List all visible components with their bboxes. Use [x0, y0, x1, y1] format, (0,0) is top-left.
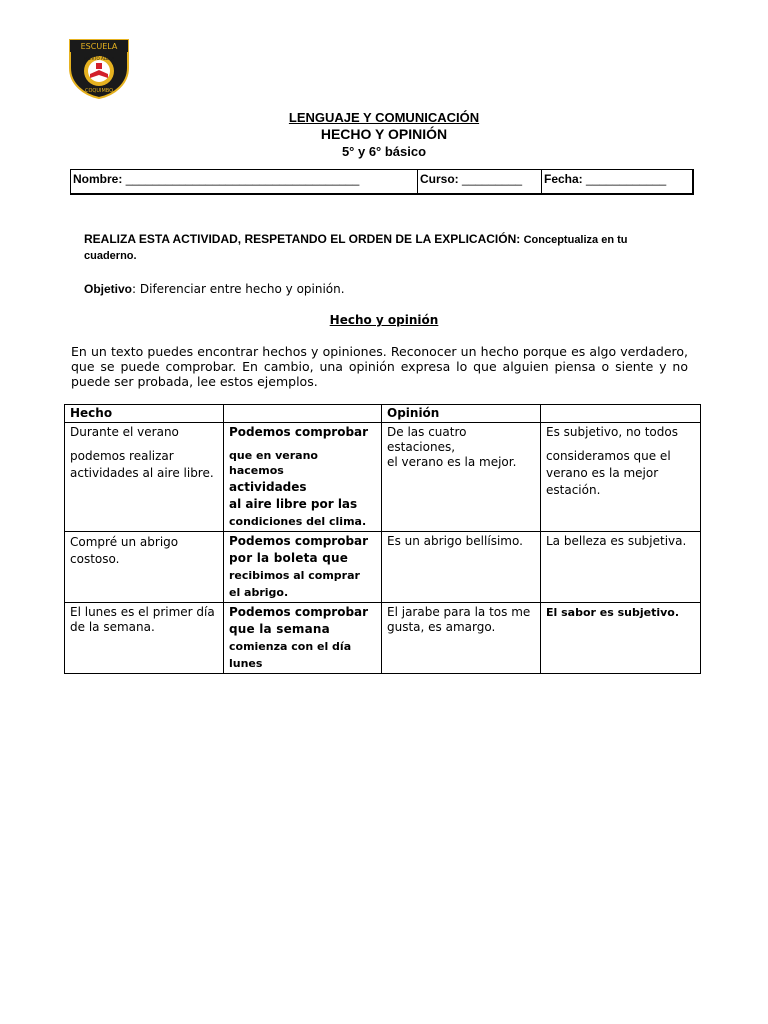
prueba-line: al aire libre por las — [229, 497, 358, 511]
header-blank-1 — [224, 405, 382, 423]
prueba-line: Podemos comprobar — [229, 605, 369, 619]
cell-prueba — [224, 532, 382, 603]
date-field[interactable] — [542, 170, 692, 194]
prueba-line: que la semana — [229, 622, 330, 636]
subject-title: LENGUAJE Y COMUNICACIÓN — [288, 110, 480, 125]
cell-prueba — [224, 603, 382, 674]
prueba-line: actividades — [229, 480, 307, 494]
prueba-line: el abrigo. — [229, 586, 289, 599]
date-line: ____________ — [586, 172, 667, 186]
prueba-line: Podemos comprobar — [229, 425, 369, 439]
section-title: Hecho y opinión — [329, 313, 439, 327]
course-label: Curso: — [420, 172, 459, 186]
prueba-line: por la boleta que — [229, 551, 349, 565]
cell-prueba — [224, 423, 382, 532]
opinion-line: De las cuatro estaciones, — [387, 425, 467, 454]
cell-razon: El sabor es subjetivo. — [541, 603, 701, 674]
topic-title: HECHO Y OPINIÓN — [320, 126, 448, 142]
razon-line: Es subjetivo, no todos — [546, 425, 678, 439]
student-info-box — [70, 169, 694, 195]
razon-line: consideramos que el verano es la mejor estación. — [546, 449, 671, 497]
table-row — [65, 532, 701, 603]
logo-bottom-text: COQUIMBO — [84, 88, 114, 94]
objective-text: : Diferenciar entre hecho y opinión. — [132, 282, 345, 296]
cell-hecho: El lunes es el primer día de la semana. — [65, 603, 224, 674]
header-hecho: Hecho — [65, 405, 224, 423]
logo-arc-text: PUERTO ALDEA — [83, 56, 115, 61]
table-header-row — [65, 405, 701, 423]
cell-hecho — [65, 423, 224, 532]
opinion-line: el verano es la mejor. — [387, 455, 517, 469]
cell-razon — [541, 423, 701, 532]
prueba-line: Podemos comprobar — [229, 534, 369, 548]
objective-label: Objetivo — [84, 282, 133, 296]
course-field[interactable] — [418, 170, 542, 194]
prueba-line: que en verano hacemos — [229, 449, 318, 477]
instructions-main: REALIZA ESTA ACTIVIDAD, RESPETANDO EL ORDEN DE LA EXPLICACIÓN: — [84, 232, 521, 246]
instructions — [84, 232, 644, 264]
logo-top-text: ESCUELA — [80, 42, 118, 51]
course-line: _________ — [462, 172, 523, 186]
header-opinion: Opinión — [382, 405, 541, 423]
prueba-line: condiciones del clima. — [229, 515, 367, 528]
name-line: ___________________________________ — [125, 172, 360, 186]
instructions-extra: Conceptualiza en tu cuaderno. — [84, 234, 628, 262]
fact-opinion-table — [64, 404, 701, 674]
cell-opinion: El jarabe para la tos me gusta, es amargo. — [382, 603, 541, 674]
objective — [84, 282, 345, 296]
cell-razon: La belleza es subjetiva. — [541, 532, 701, 603]
table-row — [65, 603, 701, 674]
school-logo — [68, 38, 130, 100]
date-label: Fecha: — [544, 172, 583, 186]
name-label: Nombre: — [73, 172, 123, 186]
level-title: 5° y 6° básico — [341, 144, 427, 159]
cell-opinion — [382, 423, 541, 532]
header-blank-2 — [541, 405, 701, 423]
prueba-line: comienza con el día — [229, 640, 352, 653]
hecho-line: Durante el verano — [70, 425, 179, 439]
prueba-line: recibimos al comprar — [229, 569, 360, 582]
cell-opinion: Es un abrigo bellísimo. — [382, 532, 541, 603]
prueba-line: lunes — [229, 657, 263, 670]
cell-hecho: Compré un abrigo costoso. — [65, 532, 224, 603]
name-field[interactable] — [71, 170, 418, 194]
table-row — [65, 423, 701, 532]
intro-paragraph: En un texto puedes encontrar hechos y opiniones. Reconocer un hecho porque es algo verdadero, que se puede comprobar. En cambio, una opinión expresa lo que alguien piensa o siente y no puede ser probada, lee estos ejemplos. — [71, 344, 688, 389]
hecho-line: podemos realizar actividades al aire libre. — [70, 449, 214, 480]
